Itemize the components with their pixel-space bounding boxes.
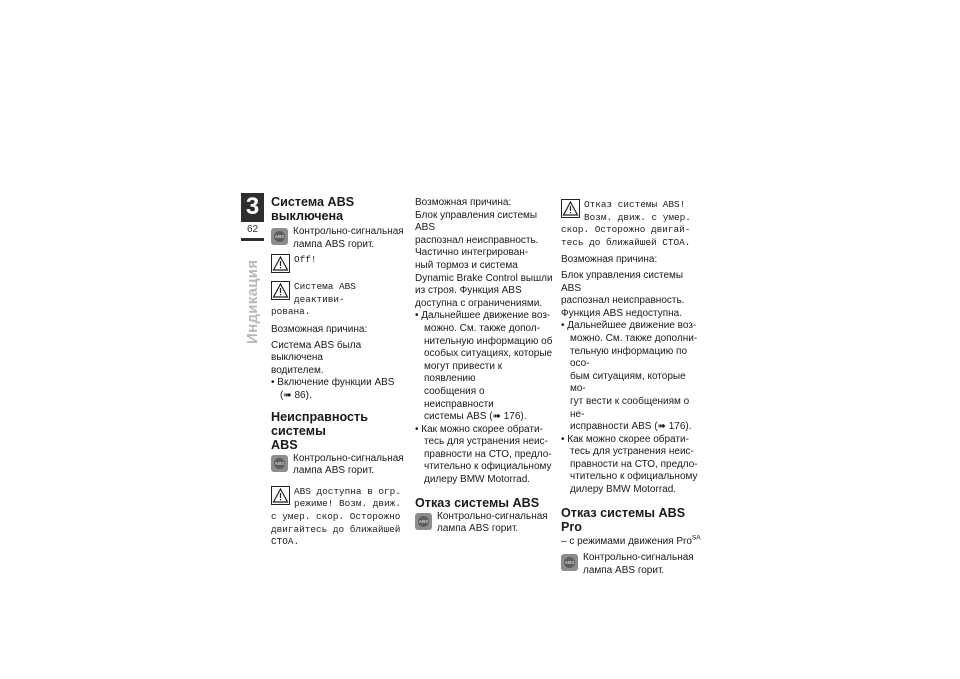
display-message: рована. bbox=[271, 306, 311, 318]
bullet-line: можно. См. также допол- bbox=[424, 322, 541, 334]
page-number: 62 bbox=[241, 222, 264, 238]
bullet-line: дилеру BMW Motorrad. bbox=[570, 484, 677, 496]
body-text bbox=[561, 270, 701, 320]
body-text: Система ABS была выключена bbox=[271, 339, 362, 364]
bullet-line: нительную информацию об bbox=[424, 335, 553, 347]
body-line: Частично интегрирован- bbox=[415, 247, 529, 259]
lamp-text: Контрольно-сигнальная bbox=[437, 510, 548, 522]
chapter-number: 3 bbox=[245, 193, 260, 220]
body-text: водителем. bbox=[271, 364, 324, 376]
warn-row bbox=[271, 486, 409, 511]
display-message: двигайтесь до ближайшей bbox=[271, 523, 401, 535]
bullet-item: • Включение функции ABS bbox=[271, 377, 395, 389]
lamp-text: Контрольно-сигнальная bbox=[293, 452, 404, 464]
warn-row bbox=[271, 281, 409, 306]
cause-label: Возможная причина: bbox=[561, 254, 658, 266]
abs-warning-lamp-icon: ABS bbox=[271, 455, 288, 472]
body-line: ный тормоз и система bbox=[415, 259, 518, 271]
bullet-line: тельную информацию по осо- bbox=[570, 345, 688, 370]
body-line: распознал неисправность. bbox=[415, 234, 539, 246]
body-line: Блок управления системы ABS bbox=[415, 209, 538, 234]
display-message: Система ABS деактиви- bbox=[294, 281, 356, 305]
body-line: доступна с ограничениями. bbox=[415, 297, 543, 309]
lamp-text: Контрольно-сигнальная bbox=[583, 552, 694, 564]
bullet-line: тесь для устранения неис- bbox=[424, 436, 548, 448]
bullet-line: системы ABS (➠ 176). bbox=[424, 411, 527, 423]
display-message: СТОА. bbox=[271, 536, 300, 548]
lamp-text: лампа ABS горит. bbox=[293, 465, 375, 477]
column-2 bbox=[415, 197, 555, 536]
bullet-line: • Дальнейшее движение воз- bbox=[561, 320, 697, 332]
lamp-text: лампа ABS горит. bbox=[293, 238, 375, 250]
bullet-line: • Дальнейшее движение воз- bbox=[415, 310, 551, 322]
lamp-text: лампа ABS горит. bbox=[583, 564, 665, 576]
body-line: Блок управления системы ABS bbox=[561, 269, 684, 294]
heading-abs-pro-failure: Отказ системы ABS Pro bbox=[561, 505, 686, 534]
abs-warning-lamp-icon: ABS bbox=[561, 554, 578, 571]
bullet-line: дилеру BMW Motorrad. bbox=[424, 474, 531, 486]
bullet-item bbox=[561, 434, 701, 497]
bullet-line: гут вести к сообщениям о не- bbox=[570, 395, 690, 420]
bullet-line: сообщения о неисправности bbox=[424, 385, 494, 410]
heading-abs-off: Система ABS выключена bbox=[271, 195, 355, 223]
display-message: Возм. движ. с умер. bbox=[584, 211, 691, 223]
bullet-line: бым ситуациям, которые мо- bbox=[570, 370, 686, 395]
warning-triangle-icon bbox=[271, 281, 290, 300]
warn-row bbox=[561, 199, 701, 224]
heading-abs-fault: Неисправность системы ABS bbox=[271, 409, 368, 452]
display-row bbox=[271, 254, 409, 273]
bullet-line: • Как можно скорее обрати- bbox=[415, 423, 543, 435]
lamp-row bbox=[271, 226, 409, 251]
body-line: Возможная причина: bbox=[415, 197, 512, 208]
heading-abs-failure: Отказ системы ABS bbox=[415, 495, 540, 510]
body-line: Функция ABS недоступна. bbox=[561, 307, 683, 319]
display-message: скор. Осторожно двигай- bbox=[561, 224, 691, 236]
display-message: режиме! Возм. движ. bbox=[294, 498, 401, 510]
bullet-line: правности на СТО, предло- bbox=[424, 448, 552, 460]
bullet-item bbox=[415, 424, 555, 487]
bullet-line: исправности ABS (➠ 176). bbox=[570, 421, 692, 433]
bullet-line: особых ситуациях, которые bbox=[424, 348, 553, 360]
abs-pro-subtitle: – с режимами движения Pro$^{SA}$ bbox=[561, 534, 701, 547]
chapter-tab bbox=[241, 193, 264, 241]
chapter-title-vertical: Индикация bbox=[244, 259, 261, 344]
display-message: ABS доступна в огр. bbox=[294, 485, 401, 497]
bullet-line: • Как можно скорее обрати- bbox=[561, 433, 689, 445]
body-text bbox=[415, 197, 555, 310]
bullet-item bbox=[561, 320, 701, 433]
lamp-text: Контрольно-сигнальная bbox=[293, 226, 404, 237]
lamp-row bbox=[271, 453, 409, 478]
abs-warning-lamp-icon: ABS bbox=[415, 513, 432, 530]
lamp-row bbox=[561, 552, 701, 577]
abs-warning-lamp-icon: ABS bbox=[271, 228, 288, 245]
body-line: распознал неисправность. bbox=[561, 295, 685, 307]
cause-label: Возможная причина: bbox=[271, 323, 368, 335]
bullet-line: правности на СТО, предло- bbox=[570, 458, 698, 470]
bullet-item: (➠ 86). bbox=[280, 389, 312, 401]
body-line: из строя. Функция ABS bbox=[415, 285, 522, 297]
display-message: Off! bbox=[294, 254, 317, 266]
bullet-line: могут привести к появлению bbox=[424, 360, 503, 385]
bullet-line: тесь для устранения неис- bbox=[570, 446, 694, 458]
display-message: Отказ системы ABS! bbox=[584, 199, 686, 210]
body-line: Dynamic Brake Control вышли bbox=[415, 272, 553, 284]
bullet-line: чтительно к официальному bbox=[424, 461, 552, 473]
warning-triangle-icon bbox=[271, 486, 290, 505]
lamp-text: лампа ABS горит. bbox=[437, 523, 519, 535]
column-1 bbox=[271, 195, 409, 549]
bullet-item bbox=[415, 310, 555, 423]
display-message: тесь до ближайшей СТОА. bbox=[561, 236, 691, 248]
warning-triangle-icon bbox=[271, 254, 290, 273]
bullet-line: можно. См. также дополни- bbox=[570, 332, 698, 344]
bullet-line: чтительно к официальному bbox=[570, 471, 698, 483]
display-message: с умер. скор. Осторожно bbox=[271, 510, 401, 522]
lamp-row bbox=[415, 511, 555, 536]
warning-triangle-icon bbox=[561, 199, 580, 218]
column-3 bbox=[561, 199, 701, 577]
